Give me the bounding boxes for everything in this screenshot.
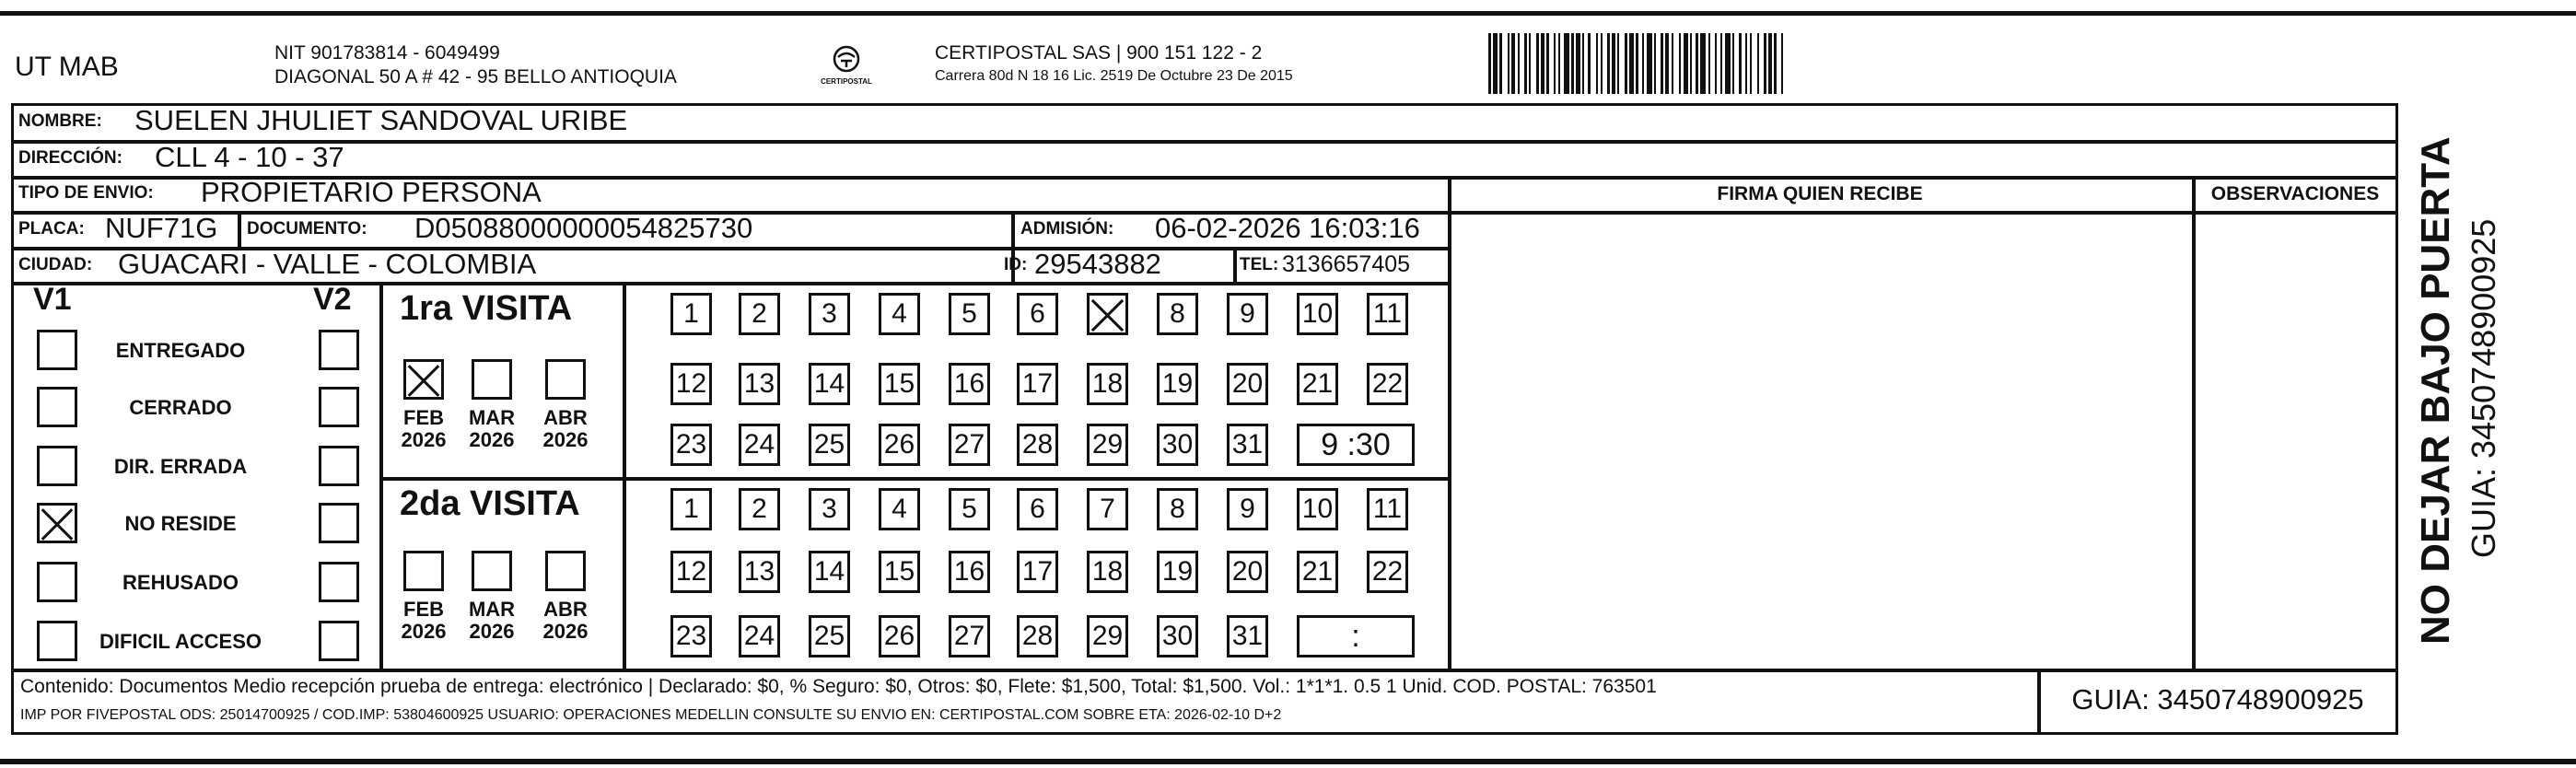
tipo-envio-label: TIPO DE ENVIO:: [18, 183, 154, 203]
day-box-21[interactable]: 21: [1297, 363, 1338, 405]
direccion-label: DIRECCIÓN:: [18, 148, 122, 168]
day-box-5[interactable]: 5: [949, 488, 990, 530]
day-box-4[interactable]: 4: [879, 488, 920, 530]
id-value: 29543882: [1034, 248, 1161, 280]
day-box-10[interactable]: 10: [1297, 293, 1338, 335]
logo-wordmark: CERTIPOSTAL: [821, 77, 872, 86]
day-box-10[interactable]: 10: [1297, 488, 1338, 530]
day-box-31[interactable]: 31: [1227, 615, 1268, 657]
nombre-label: NOMBRE:: [18, 111, 102, 131]
v2-checkbox-6[interactable]: [319, 621, 359, 661]
day-box-14[interactable]: 14: [809, 551, 850, 593]
id-label: ID:: [1004, 255, 1028, 274]
day-box-25[interactable]: 25: [809, 424, 850, 466]
day-box-8[interactable]: 8: [1157, 488, 1198, 530]
day-box-26[interactable]: 26: [879, 615, 920, 657]
day-box-26[interactable]: 26: [879, 424, 920, 466]
month-checkbox-abr[interactable]: [545, 359, 586, 400]
placa-value: NUF71G: [105, 212, 218, 244]
placa-label: PLACA:: [18, 219, 85, 239]
company-name: UT MAB: [15, 52, 119, 82]
ciudad-value: GUACARI - VALLE - COLOMBIA: [118, 248, 537, 280]
v1-checkbox-6[interactable]: [37, 621, 77, 661]
day-box-3[interactable]: 3: [809, 488, 850, 530]
month-checkbox-abr[interactable]: [545, 551, 586, 591]
day-box-1[interactable]: 1: [670, 293, 712, 335]
v1-checkbox-3[interactable]: [37, 446, 77, 486]
company-nit: NIT 901783814 - 6049499: [274, 42, 500, 64]
day-box-28[interactable]: 28: [1017, 424, 1058, 466]
v2-checkbox-1[interactable]: [319, 330, 359, 370]
day-box-19[interactable]: 19: [1157, 363, 1198, 405]
day-box-30[interactable]: 30: [1157, 615, 1198, 657]
day-box-29[interactable]: 29: [1087, 615, 1128, 657]
day-box-1[interactable]: 1: [670, 488, 712, 530]
carrier-name: CERTIPOSTAL SAS | 900 151 122 - 2: [935, 42, 1263, 64]
day-box-9[interactable]: 9: [1227, 488, 1268, 530]
status-label: DIFICIL ACCESO: [99, 630, 262, 653]
v1-checkbox-4[interactable]: [37, 503, 77, 543]
day-box-23[interactable]: 23: [670, 424, 712, 466]
month-label: MAR 2026: [468, 406, 516, 451]
status-label: NO RESIDE: [124, 512, 237, 535]
day-box-17[interactable]: 17: [1017, 363, 1058, 405]
v2-checkbox-3[interactable]: [319, 446, 359, 486]
day-box-28[interactable]: 28: [1017, 615, 1058, 657]
visit2-title: 2da VISITA: [400, 484, 580, 523]
day-box-22[interactable]: 22: [1367, 551, 1408, 593]
v1-checkbox-5[interactable]: [37, 562, 77, 602]
day-box-27[interactable]: 27: [949, 424, 990, 466]
day-box-14[interactable]: 14: [809, 363, 850, 405]
footer-content: Contenido: Documentos Medio recepción prueba de entrega: electrónico | Declarado: $0, % Seguro: $0, Otros: $0, Flete: $1,500, Total: $1,500. Vol.: 1*1*1. 0.5 1 Unid. COD. POSTAL: 763501: [20, 676, 1657, 697]
tel-label: TEL:: [1240, 255, 1279, 274]
day-box-19[interactable]: 19: [1157, 551, 1198, 593]
firma-area[interactable]: [1451, 215, 2192, 669]
day-box-23[interactable]: 23: [670, 615, 712, 657]
status-label: CERRADO: [129, 396, 232, 419]
day-box-16[interactable]: 16: [949, 551, 990, 593]
month-label: ABR 2026: [542, 598, 589, 643]
documento-label: DOCUMENTO:: [247, 219, 367, 239]
top-rule: [0, 11, 2576, 16]
barcode: [1488, 33, 1789, 94]
day-box-16[interactable]: 16: [949, 363, 990, 405]
month-label: MAR 2026: [468, 598, 516, 643]
tel-value: 3136657405: [1282, 251, 1411, 277]
day-box-24[interactable]: 24: [739, 424, 780, 466]
nombre-value: SUELEN JHULIET SANDOVAL URIBE: [134, 104, 628, 136]
day-box-12[interactable]: 12: [670, 551, 712, 593]
month-label: FEB 2026: [401, 598, 447, 643]
month-checkbox-feb[interactable]: [403, 551, 444, 591]
admision-value: 06-02-2026 16:03:16: [1155, 212, 1420, 244]
direccion-value: CLL 4 - 10 - 37: [155, 141, 344, 173]
tipo-envio-value: PROPIETARIO PERSONA: [201, 176, 542, 208]
side-guia: GUIA: 3450748900925: [2465, 218, 2502, 558]
month-label: FEB 2026: [401, 406, 447, 451]
time-box[interactable]: :: [1297, 615, 1415, 657]
v2-checkbox-5[interactable]: [319, 562, 359, 602]
v1-header: V1: [33, 282, 72, 317]
day-box-6[interactable]: 6: [1017, 488, 1058, 530]
observaciones-header: OBSERVACIONES: [2210, 183, 2380, 204]
day-box-18[interactable]: 18: [1087, 551, 1128, 593]
day-box-20[interactable]: 20: [1227, 551, 1268, 593]
day-box-8[interactable]: 8: [1157, 293, 1198, 335]
v1-checkbox-2[interactable]: [37, 387, 77, 427]
day-box-25[interactable]: 25: [809, 615, 850, 657]
day-box-13[interactable]: 13: [739, 363, 780, 405]
month-checkbox-mar[interactable]: [472, 551, 512, 591]
day-box-9[interactable]: 9: [1227, 293, 1268, 335]
v2-checkbox-4[interactable]: [319, 503, 359, 543]
day-box-13[interactable]: 13: [739, 551, 780, 593]
v1-checkbox-1[interactable]: [37, 330, 77, 370]
carrier-license: Carrera 80d N 18 16 Lic. 2519 De Octubre 23 De 2015: [935, 68, 1293, 84]
day-box-21[interactable]: 21: [1297, 551, 1338, 593]
day-box-15[interactable]: 15: [879, 551, 920, 593]
footer-guia: GUIA: 3450748900925: [2071, 683, 2364, 716]
day-box-15[interactable]: 15: [879, 363, 920, 405]
time-box[interactable]: 9 :30: [1297, 424, 1415, 466]
day-box-20[interactable]: 20: [1227, 363, 1268, 405]
month-checkbox-feb[interactable]: [403, 359, 444, 400]
day-box-11[interactable]: 11: [1367, 293, 1408, 335]
day-box-18[interactable]: 18: [1087, 363, 1128, 405]
bottom-rule: [0, 759, 2576, 764]
day-box-30[interactable]: 30: [1157, 424, 1198, 466]
status-label: REHUSADO: [122, 571, 239, 594]
status-label: ENTREGADO: [115, 339, 246, 362]
status-label: DIR. ERRADA: [113, 455, 248, 478]
admision-label: ADMISIÓN:: [1020, 219, 1114, 239]
day-box-5[interactable]: 5: [949, 293, 990, 335]
company-address: DIAGONAL 50 A # 42 - 95 BELLO ANTIOQUIA: [274, 66, 677, 87]
certipostal-logo: [814, 42, 879, 94]
month-checkbox-mar[interactable]: [472, 359, 512, 400]
v2-header: V2: [313, 282, 352, 317]
day-box-2[interactable]: 2: [739, 488, 780, 530]
day-box-3[interactable]: 3: [809, 293, 850, 335]
footer-imp: IMP POR FIVEPOSTAL ODS: 25014700925 / COD.IMP: 53804600925 USUARIO: OPERACIONES MEDELLIN CONSULTE SU ENVIO EN: CERTIPOSTAL.COM SOBRE ETA: 2026-02-10 D+2: [20, 707, 1282, 723]
observaciones-area[interactable]: [2196, 215, 2398, 669]
day-box-17[interactable]: 17: [1017, 551, 1058, 593]
day-box-11[interactable]: 11: [1367, 488, 1408, 530]
day-box-7[interactable]: [1087, 293, 1128, 335]
ciudad-label: CIUDAD:: [18, 255, 93, 274]
day-box-7[interactable]: 7: [1087, 488, 1128, 530]
day-box-12[interactable]: 12: [670, 363, 712, 405]
day-box-4[interactable]: 4: [879, 293, 920, 335]
firma-header: FIRMA QUIEN RECIBE: [1717, 183, 1923, 204]
visit1-title: 1ra VISITA: [400, 289, 573, 328]
documento-value: D05088000000054825730: [414, 212, 753, 244]
day-box-2[interactable]: 2: [739, 293, 780, 335]
month-label: ABR 2026: [542, 406, 589, 451]
day-box-31[interactable]: 31: [1227, 424, 1268, 466]
v2-checkbox-2[interactable]: [319, 387, 359, 427]
day-box-24[interactable]: 24: [739, 615, 780, 657]
day-box-29[interactable]: 29: [1087, 424, 1128, 466]
day-box-27[interactable]: 27: [949, 615, 990, 657]
day-box-22[interactable]: 22: [1367, 363, 1408, 405]
side-warning: NO DEJAR BAJO PUERTA: [2413, 136, 2458, 645]
day-box-6[interactable]: 6: [1017, 293, 1058, 335]
